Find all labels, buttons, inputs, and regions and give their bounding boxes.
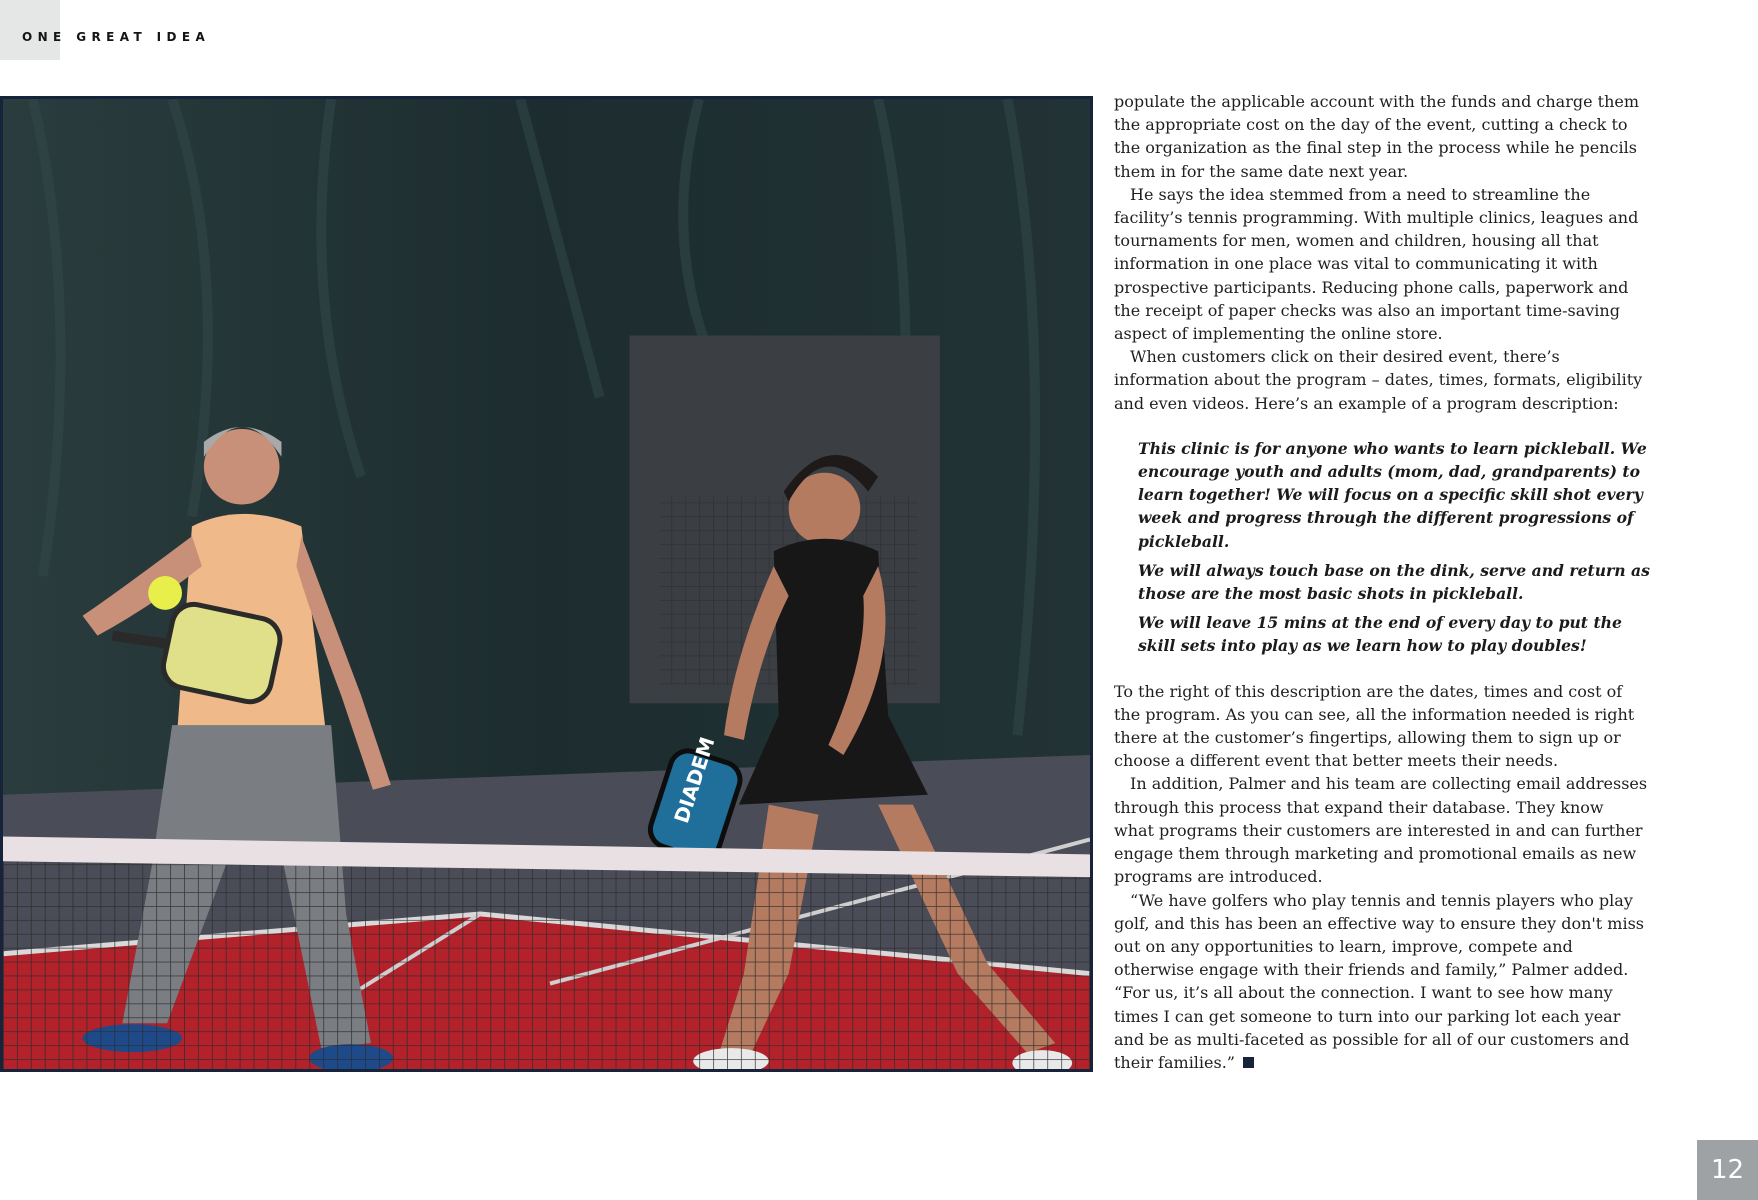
article-paragraph: He says the idea stemmed from a need to streamline the facility’s tennis programming. With multiple clinics, leagues and tournaments for men, women and children, housing all that information in one place was vital to communicating it with prospective participants. Reducing phone calls, paperwork and the receipt of paper checks was also an important time-saving aspect of implementing the online store. bbox=[1114, 184, 1639, 344]
article-paragraph: To the right of this description are the dates, times and cost of the program. As you can see, all the information needed is right there at the customer’s fingertips, allowing them to sign up or choose a different event that better meets their needs. bbox=[1114, 681, 1635, 771]
pickleball-photo-illustration bbox=[3, 99, 1090, 1069]
paddle-brand-text: DIADEM bbox=[670, 734, 720, 827]
quote-paragraph: We will leave 15 mins at the end of every day to put the skill sets into play as we learn how to play doubles! bbox=[1138, 613, 1622, 656]
section-label: ONE GREAT IDEA bbox=[22, 30, 211, 44]
article-body bbox=[1114, 90, 1648, 1074]
page-number: 12 bbox=[1697, 1140, 1758, 1200]
pickleball-photo bbox=[0, 96, 1093, 1072]
net-mesh bbox=[3, 854, 1090, 1069]
program-description-quote bbox=[1138, 437, 1658, 658]
quote-paragraph: This clinic is for anyone who wants to learn pickleball. We encourage youth and adults (mom, dad, grandparents) to learn together! We will focus on a specific skill shot every week and progress through the different progressions of pickleball. bbox=[1138, 438, 1647, 551]
quote-paragraph: We will always touch base on the dink, serve and return as those are the most basic shots in pickleball. bbox=[1138, 560, 1650, 604]
article-paragraph: In addition, Palmer and his team are collecting email addresses through this process that expand their database. They know what programs their customers are interested in and can further engage them through marketing and promotional emails as new programs are introduced. bbox=[1114, 774, 1648, 887]
end-mark-icon bbox=[1243, 1057, 1254, 1068]
closing-text: “We have golfers who play tennis and tennis players who play golf, and this has been an effective way to ensure they don't miss out on any opportunities to learn, improve, compete and otherwise engage with their friends and family,” Palmer added. “For us, it’s all about the connection. I want to see how many times I can get someone to turn into our parking lot each year and be as multi-faceted as possible for all of our customers and their families.” bbox=[1114, 890, 1645, 1072]
article-paragraph: When customers click on their desired event, there’s information about the program – dates, times, formats, eligibility and even videos. Here’s an example of a program description: bbox=[1114, 347, 1643, 413]
article-paragraph: populate the applicable account with the funds and charge them the appropriate cost on the day of the event, cutting a check to the organization as the final step in the process while he pencils them in for the same date next year. bbox=[1114, 92, 1640, 181]
article-closing-paragraph bbox=[1114, 889, 1648, 1075]
